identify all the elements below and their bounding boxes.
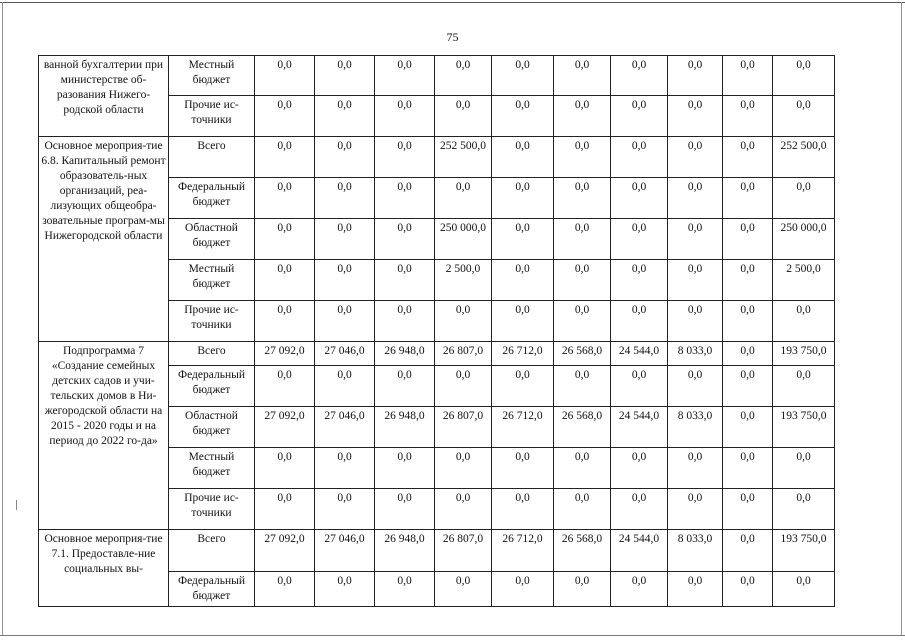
page-frame-left [2,2,3,636]
amount-cell: 0,0 [375,96,435,137]
amount-cell: 0,0 [492,301,554,342]
amount-cell: 0,0 [492,219,554,260]
amount-cell: 0,0 [492,366,554,407]
amount-cell: 0,0 [435,366,492,407]
amount-cell: 0,0 [315,366,375,407]
amount-cell: 26 807,0 [435,530,492,572]
funding-source-cell: Всего [169,342,255,366]
funding-source-cell: Федеральный бюджет [169,178,255,219]
amount-cell: 0,0 [773,301,835,342]
amount-cell: 26 948,0 [375,407,435,448]
amount-cell: 0,0 [255,366,315,407]
amount-cell: 26 568,0 [554,407,611,448]
amount-cell: 0,0 [773,96,835,137]
amount-cell: 27 046,0 [315,407,375,448]
amount-cell: 24 544,0 [611,530,668,572]
amount-cell: 27 046,0 [315,530,375,572]
amount-cell: 0,0 [668,448,723,489]
amount-cell: 0,0 [611,448,668,489]
amount-cell: 0,0 [723,178,773,219]
amount-cell: 26 948,0 [375,530,435,572]
program-name-cell: Основное мероприя-тие 6.8. Капитальный ремонт образователь-ных организаций, реа-лизующих общеобра-зовательные програм-мы Нижегородской области [39,137,169,342]
amount-cell: 0,0 [554,260,611,301]
funding-source-cell: Всего [169,530,255,572]
amount-cell: 0,0 [492,489,554,530]
amount-cell: 0,0 [492,56,554,96]
amount-cell: 26 568,0 [554,530,611,572]
amount-cell: 0,0 [255,178,315,219]
amount-cell: 26 712,0 [492,407,554,448]
amount-cell: 26 807,0 [435,342,492,366]
table-row [39,56,835,96]
amount-cell: 0,0 [435,448,492,489]
amount-cell: 0,0 [315,260,375,301]
amount-cell: 0,0 [492,137,554,178]
amount-cell: 0,0 [554,489,611,530]
amount-cell: 0,0 [435,301,492,342]
budget-table [38,55,835,607]
amount-cell: 250 000,0 [773,219,835,260]
amount-cell: 0,0 [492,572,554,607]
amount-cell: 0,0 [255,301,315,342]
amount-cell: 26 948,0 [375,342,435,366]
amount-cell: 0,0 [723,260,773,301]
amount-cell: 0,0 [435,96,492,137]
amount-cell: 27 046,0 [315,342,375,366]
amount-cell: 0,0 [773,178,835,219]
amount-cell: 0,0 [611,572,668,607]
amount-cell: 0,0 [723,572,773,607]
amount-cell: 0,0 [492,178,554,219]
amount-cell: 0,0 [723,530,773,572]
amount-cell: 0,0 [668,137,723,178]
amount-cell: 0,0 [315,96,375,137]
amount-cell: 0,0 [668,219,723,260]
program-name-cell: ванной бухгалтерии при министерстве об-разования Нижего-родской области [39,56,169,137]
amount-cell: 8 033,0 [668,530,723,572]
amount-cell: 0,0 [554,448,611,489]
table-row [39,342,835,366]
amount-cell: 26 568,0 [554,342,611,366]
funding-source-cell: Прочие ис-точники [169,301,255,342]
amount-cell: 0,0 [554,366,611,407]
page-frame-top [0,2,905,3]
amount-cell: 0,0 [375,489,435,530]
funding-source-cell: Областной бюджет [169,219,255,260]
amount-cell: 0,0 [255,219,315,260]
amount-cell: 0,0 [255,260,315,301]
amount-cell: 0,0 [255,572,315,607]
amount-cell: 27 092,0 [255,407,315,448]
funding-source-cell: Местный бюджет [169,56,255,96]
amount-cell: 0,0 [554,301,611,342]
page-number: 75 [446,30,459,44]
amount-cell: 0,0 [435,56,492,96]
table-row [39,137,835,178]
amount-cell: 0,0 [554,137,611,178]
amount-cell: 0,0 [773,572,835,607]
amount-cell: 0,0 [375,137,435,178]
page-frame-right [901,2,902,636]
amount-cell: 0,0 [255,448,315,489]
funding-source-cell: Областной бюджет [169,407,255,448]
amount-cell: 0,0 [611,178,668,219]
amount-cell: 0,0 [723,301,773,342]
amount-cell: 250 000,0 [435,219,492,260]
amount-cell: 0,0 [773,366,835,407]
amount-cell: 0,0 [554,572,611,607]
amount-cell: 0,0 [375,301,435,342]
amount-cell: 0,0 [554,96,611,137]
amount-cell: 26 807,0 [435,407,492,448]
funding-source-cell: Федеральный бюджет [169,572,255,607]
amount-cell: 0,0 [611,260,668,301]
funding-source-cell: Федеральный бюджет [169,366,255,407]
amount-cell: 0,0 [375,56,435,96]
amount-cell: 0,0 [375,219,435,260]
amount-cell: 0,0 [668,301,723,342]
amount-cell: 0,0 [315,301,375,342]
amount-cell: 0,0 [668,260,723,301]
amount-cell: 0,0 [611,137,668,178]
funding-source-cell: Местный бюджет [169,448,255,489]
table-row [39,530,835,572]
amount-cell: 0,0 [668,572,723,607]
amount-cell: 0,0 [723,342,773,366]
amount-cell: 0,0 [773,489,835,530]
amount-cell: 0,0 [492,448,554,489]
amount-cell: 0,0 [668,178,723,219]
amount-cell: 8 033,0 [668,407,723,448]
funding-source-cell: Всего [169,137,255,178]
amount-cell: 0,0 [375,260,435,301]
amount-cell: 0,0 [315,448,375,489]
amount-cell: 0,0 [611,96,668,137]
amount-cell: 0,0 [668,56,723,96]
amount-cell: 0,0 [435,572,492,607]
amount-cell: 0,0 [723,56,773,96]
amount-cell: 0,0 [255,96,315,137]
program-name-cell: Подпрограмма 7 «Создание семейных детских садов и учи-тельских домов в Ни-жегородской области на 2015 - 2020 годы и на период до 2022 го-да» [39,342,169,530]
amount-cell: 0,0 [315,178,375,219]
amount-cell: 252 500,0 [435,137,492,178]
amount-cell: 0,0 [375,178,435,219]
amount-cell: 0,0 [611,301,668,342]
amount-cell: 24 544,0 [611,407,668,448]
amount-cell: 0,0 [723,96,773,137]
amount-cell: 0,0 [723,489,773,530]
amount-cell: 0,0 [611,366,668,407]
amount-cell: 0,0 [255,489,315,530]
amount-cell: 252 500,0 [773,137,835,178]
amount-cell: 0,0 [375,448,435,489]
amount-cell: 0,0 [723,448,773,489]
amount-cell: 0,0 [435,489,492,530]
program-name-cell: Основное мероприя-тие 7.1. Предоставле-ние социальных вы- [39,530,169,607]
amount-cell: 0,0 [554,178,611,219]
amount-cell: 0,0 [255,137,315,178]
amount-cell: 27 092,0 [255,530,315,572]
amount-cell: 0,0 [723,407,773,448]
amount-cell: 0,0 [315,572,375,607]
amount-cell: 0,0 [315,56,375,96]
amount-cell: 0,0 [554,219,611,260]
amount-cell: 0,0 [773,448,835,489]
amount-cell: 0,0 [315,137,375,178]
amount-cell: 0,0 [773,56,835,96]
funding-source-cell: Прочие ис-точники [169,489,255,530]
amount-cell: 0,0 [375,366,435,407]
amount-cell: 0,0 [723,219,773,260]
margin-mark [16,500,17,510]
amount-cell: 26 712,0 [492,342,554,366]
amount-cell: 193 750,0 [773,342,835,366]
amount-cell: 2 500,0 [435,260,492,301]
amount-cell: 193 750,0 [773,407,835,448]
amount-cell: 8 033,0 [668,342,723,366]
amount-cell: 0,0 [723,137,773,178]
amount-cell: 27 092,0 [255,342,315,366]
amount-cell: 0,0 [611,489,668,530]
amount-cell: 0,0 [492,260,554,301]
amount-cell: 0,0 [668,96,723,137]
amount-cell: 24 544,0 [611,342,668,366]
amount-cell: 0,0 [554,56,611,96]
funding-source-cell: Прочие ис-точники [169,96,255,137]
page-frame-bottom [0,635,905,636]
amount-cell: 0,0 [315,219,375,260]
amount-cell: 193 750,0 [773,530,835,572]
amount-cell: 0,0 [255,56,315,96]
amount-cell: 0,0 [375,572,435,607]
funding-source-cell: Местный бюджет [169,260,255,301]
amount-cell: 0,0 [611,56,668,96]
amount-cell: 0,0 [668,489,723,530]
amount-cell: 0,0 [435,178,492,219]
amount-cell: 0,0 [668,366,723,407]
amount-cell: 0,0 [492,96,554,137]
amount-cell: 2 500,0 [773,260,835,301]
amount-cell: 0,0 [611,219,668,260]
amount-cell: 26 712,0 [492,530,554,572]
amount-cell: 0,0 [315,489,375,530]
amount-cell: 0,0 [723,366,773,407]
